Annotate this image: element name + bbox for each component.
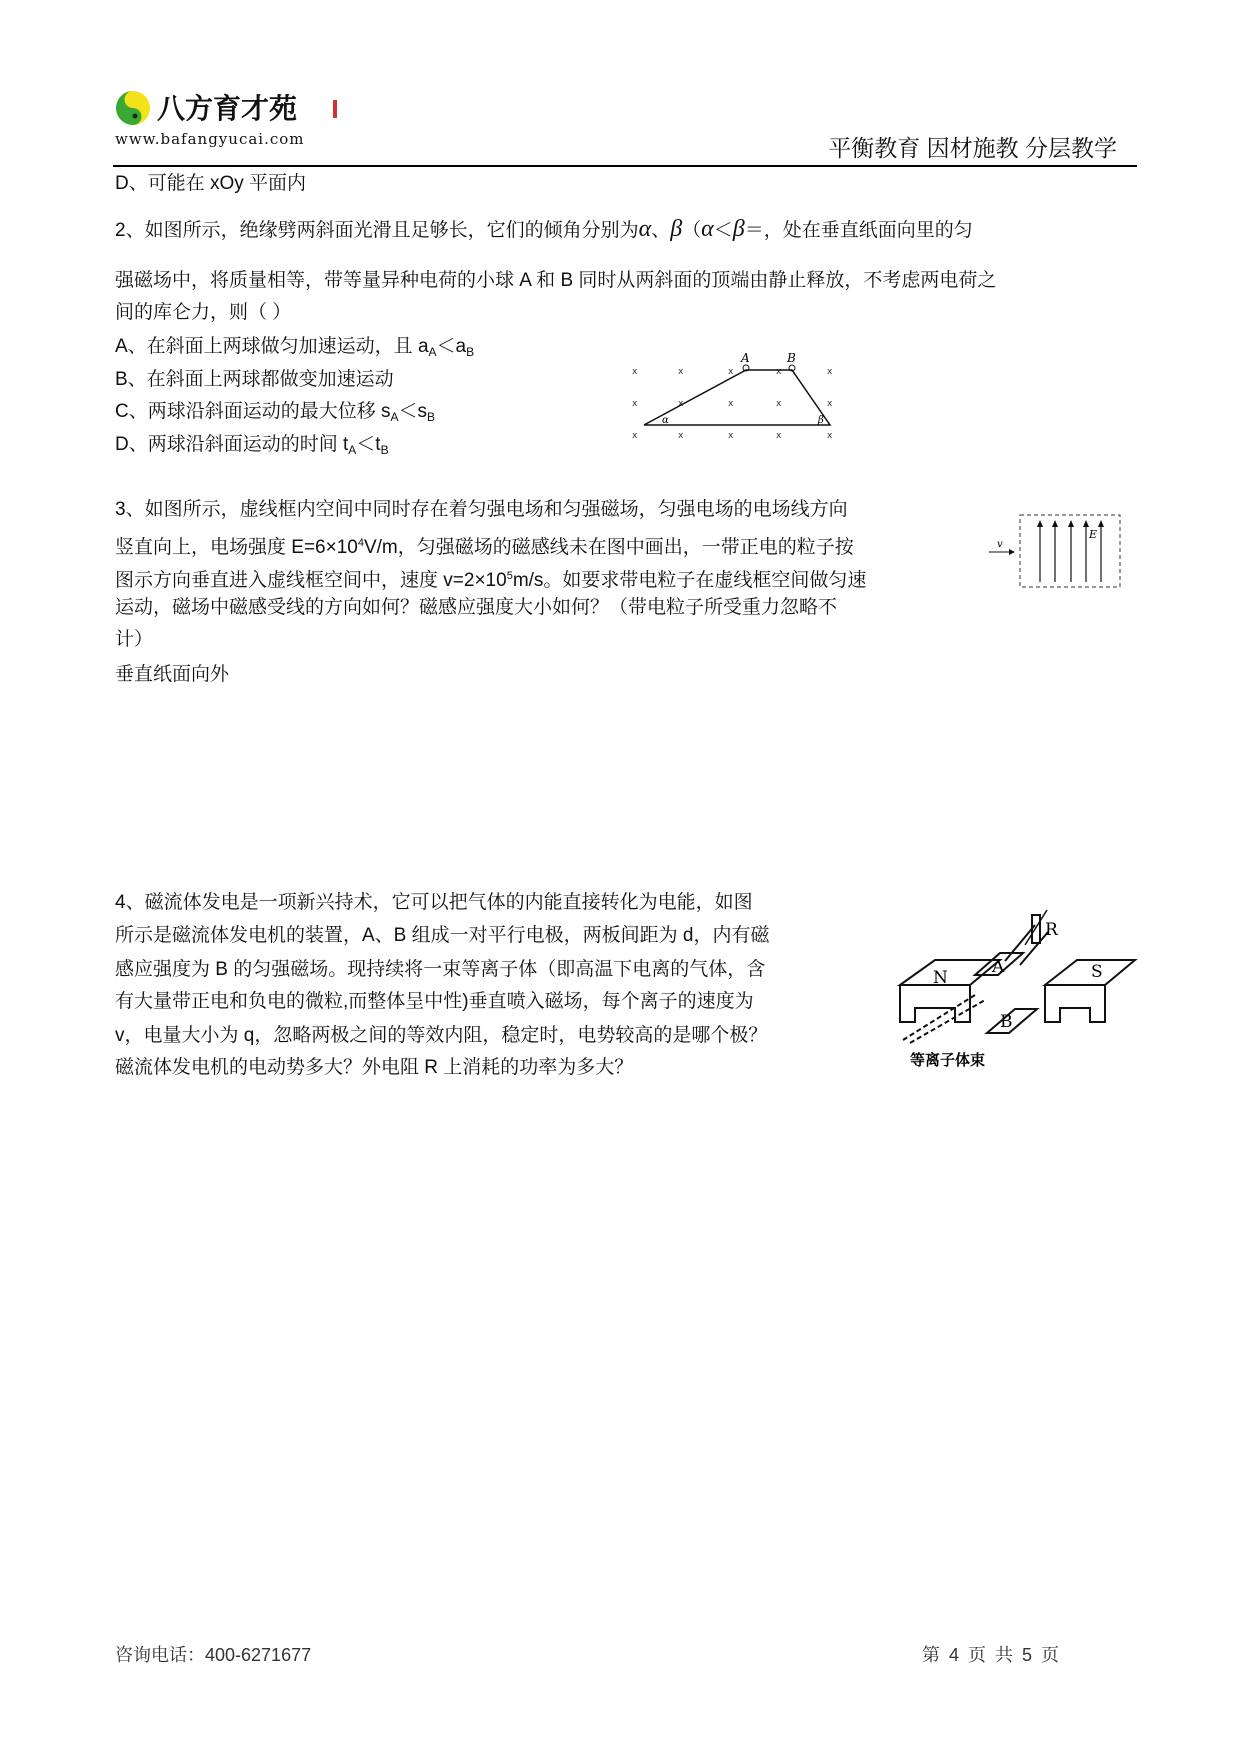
label-s: S [1091, 962, 1103, 982]
svg-text:x: x [776, 399, 782, 409]
q4-line: 所示是磁流体发电机的装置，A、B 组成一对平行电极，两板间距为 d，内有磁 [115, 925, 770, 946]
label-a: A [992, 957, 1005, 977]
q3-field-figure [985, 512, 1125, 592]
svg-text:x: x [728, 431, 734, 441]
svg-text:x: x [728, 399, 734, 409]
header-slogan: 平衡教育 因材施教 分层教学 [828, 135, 1117, 161]
t: V/m，匀强磁场的磁感线未在图中画出，一带正电的粒子按 [363, 537, 854, 558]
q4-line: 感应强度为 B 的匀强磁场。现持续将一束等离子体（即高温下电离的气体，含 [115, 959, 766, 980]
t: ＜t [356, 434, 381, 455]
svg-text:x: x [827, 367, 833, 377]
angle-alpha: α [662, 415, 669, 426]
sub: A [390, 410, 399, 424]
footer-phone: 咨询电话：400-6271677 [115, 1645, 312, 1665]
q3-line1: 3、如图所示，虚线框内空间中同时存在着匀强电场和匀强磁场，匀强电场的电场线方向 [115, 499, 848, 520]
beta: β [670, 216, 683, 242]
sub: B [466, 345, 475, 359]
svg-text:x: x [632, 431, 638, 441]
q2-text-end: ＝，处在垂直纸面向里的匀 [744, 220, 973, 241]
svg-text:x: x [827, 431, 833, 441]
q2-text: 2、如图所示，绝缘劈两斜面光滑且足够长，它们的倾角分别为 [115, 220, 639, 241]
q4-mhd-generator-figure [895, 905, 1145, 1070]
q2-option-c [115, 400, 435, 429]
svg-text:x: x [776, 367, 782, 377]
t: 图示方向垂直进入虚线框空间中，速度 v=2×10 [115, 570, 507, 591]
paren: （ [682, 220, 702, 241]
svg-text:x: x [678, 399, 684, 409]
sub: A [428, 345, 437, 359]
sup: 5 [506, 570, 513, 582]
q4-line: 磁流体发电机的电动势多大？外电阻 R 上消耗的功率为多大？ [115, 1057, 634, 1078]
t: C、两球沿斜面运动的最大位移 s [115, 401, 391, 422]
alpha: α [638, 216, 652, 242]
q3-line3 [115, 564, 866, 593]
t: ＜s [398, 401, 428, 422]
sub: A [348, 443, 357, 457]
svg-text:x: x [678, 367, 684, 377]
footer-page-number: 第 4 页 共 5 页 [922, 1645, 1060, 1665]
label-b: B [787, 352, 796, 365]
sep: 、 [651, 220, 671, 241]
q4-line: v，电量大小为 q，忽略两极之间的等效内阻，稳定时，电势较高的是哪个极？ [115, 1025, 768, 1046]
svg-text:x: x [678, 431, 684, 441]
header-divider [113, 165, 1137, 167]
logo-yin-yang-icon [113, 88, 353, 152]
angle-beta: β [818, 415, 824, 426]
q3-line5: 计） [115, 629, 154, 650]
q4-line: 4、磁流体发电是一项新兴持术，它可以把气体的内能直接转化为电能，如图 [115, 892, 753, 913]
q3-answer: 垂直纸面向外 [115, 664, 230, 685]
q2-line1 [115, 217, 973, 243]
svg-text:x: x [776, 431, 782, 441]
svg-text:x: x [632, 399, 638, 409]
t: A、在斜面上两球做匀加速运动，且 a [115, 336, 429, 357]
q4-line: 有大量带正电和负电的微粒,而整体呈中性)垂直喷入磁场，每个离子的速度为 [115, 991, 754, 1012]
t: 竖直向上，电场强度 E=6×10 [115, 537, 358, 558]
t: m/s。如要求带电粒子在虚线框空间做匀速 [512, 570, 867, 591]
prev-option-d: D、可能在 xOy 平面内 [115, 173, 307, 194]
svg-text:www.bafangyucai.com: www.bafangyucai.com [115, 130, 305, 148]
label-a: A [741, 352, 750, 365]
label-n: N [933, 968, 948, 988]
q3-line2 [115, 531, 854, 560]
sup: 4 [357, 537, 364, 549]
t: ＜a [436, 336, 467, 357]
label-r: R [1045, 920, 1058, 940]
svg-text:x: x [827, 399, 833, 409]
q2-incline-figure [630, 352, 850, 447]
q2-line3: 间的库仑力，则（ ） [115, 302, 292, 323]
logo [113, 88, 353, 152]
sub: B [380, 443, 389, 457]
label-b: B [1000, 1012, 1013, 1032]
q2-option-a [115, 335, 474, 364]
q2-option-d [115, 433, 389, 462]
q3-line4: 运动，磁场中磁感受线的方向如何？磁感应强度大小如何？（带电粒子所受重力忽略不 [115, 597, 838, 618]
alpha: α [701, 216, 714, 242]
q2-option-b: B、在斜面上两球都做变加速运动 [115, 369, 394, 390]
q2-line2: 强磁场中，将质量相等，带等量异种电荷的小球 A 和 B 同时从两斜面的顶端由静止释放，不考虑两电荷之 [115, 270, 997, 291]
caption-plasma-beam: 等离子体束 [910, 1052, 986, 1069]
label-v: v [997, 539, 1003, 550]
t: D、两球沿斜面运动的时间 t [115, 434, 349, 455]
beta: β [732, 216, 745, 242]
svg-text:x: x [728, 367, 734, 377]
svg-text:八方育才苑: 八方育才苑 [157, 92, 298, 125]
sub: B [427, 410, 436, 424]
label-e: E [1089, 528, 1098, 541]
lt: ＜ [713, 220, 733, 241]
svg-text:x: x [632, 367, 638, 377]
